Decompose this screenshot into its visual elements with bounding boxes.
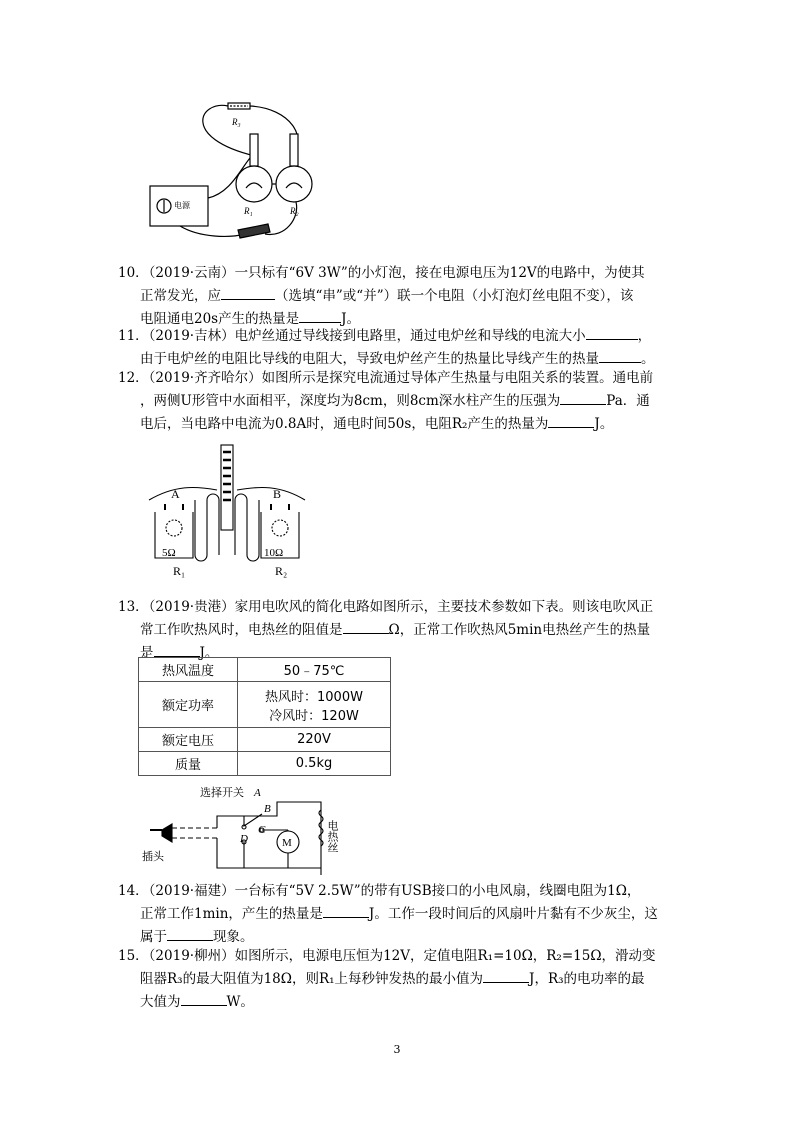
power-label: 电源 xyxy=(174,201,190,210)
q15-line1: 15．（2019·柳州）如图所示，电源电压恒为12V，定值电阻R₁=10Ω，R₂=15Ω，滑动变 xyxy=(118,948,656,964)
q11-line2a: 由于电炉丝的电阻比导线的电阻大，导致电炉丝产生的热量比导线产生的热量 xyxy=(140,351,599,367)
q13-line1: 13．（2019·贵港）家用电吹风的简化电路如图所示，主要技术参数如下表。则该电吹风正 xyxy=(118,599,654,615)
question-11 xyxy=(118,325,678,371)
switch-label: 选择开关 xyxy=(200,787,244,799)
motor-label: M xyxy=(282,837,292,849)
question-10 xyxy=(118,262,678,331)
switch-c: C xyxy=(258,824,266,836)
q12-blank-2[interactable] xyxy=(548,413,594,428)
spec-key: 热风温度 xyxy=(139,658,238,682)
q12-line2a: ，两侧U形管中水面相平，深度均为8cm，则8cm深水柱产生的压强为 xyxy=(140,393,561,409)
r2-label-2: R₂ xyxy=(275,564,288,578)
q12-line3b: J。 xyxy=(594,416,614,432)
q10-line2a: 正常发光，应 xyxy=(140,288,221,304)
switch-a: A xyxy=(254,787,261,799)
question-13 xyxy=(118,596,678,665)
question-15 xyxy=(118,945,678,1014)
q15-line3b: W。 xyxy=(226,994,254,1010)
label-b: B xyxy=(273,487,282,501)
q10-blank-2[interactable] xyxy=(299,308,341,323)
spec-key: 额定电压 xyxy=(139,728,238,752)
spec-table xyxy=(138,657,391,776)
spec-key: 额定功率 xyxy=(139,682,238,728)
q12-blank-1[interactable] xyxy=(560,390,606,405)
q10-line1: 10．（2019·云南）一只标有“6V 3W”的小灯泡，接在电源电压为12V的电路中，为使其 xyxy=(118,265,645,281)
q11-line1a: 11．（2019·吉林）电炉丝通过导线接到电路里，通过电炉丝和导线的电流大小 xyxy=(118,328,586,344)
q14-line2a: 正常工作1min，产生的热量是 xyxy=(140,906,323,922)
page-number: 3 xyxy=(393,1043,401,1056)
q15-blank-1[interactable] xyxy=(483,968,529,983)
q14-blank-1[interactable] xyxy=(323,903,369,918)
q12-line1: 12．（2019·齐齐哈尔）如图所示是探究电流通过导体产生热量与电阻关系的装置。通电前 xyxy=(118,370,654,386)
q14-blank-2[interactable] xyxy=(167,926,213,941)
r1-label: R₁ xyxy=(244,206,253,216)
q12-line3a: 电后，当电路中电流为0.8A时，通电时间50s，电阻R₂产生的热量为 xyxy=(140,416,549,432)
heater-label: 电热丝 xyxy=(326,820,338,853)
spec-value: 0.5kg xyxy=(238,752,391,776)
q11-line1b: ， xyxy=(637,328,652,344)
spec-value-hot: 热风时：1000W xyxy=(265,689,363,705)
q10-line3a: 电阻通电20s产生的热量是 xyxy=(140,311,300,327)
q14-line3b: 现象。 xyxy=(213,929,254,945)
q14-line1: 14．（2019·福建）一台标有“5V 2.5W”的带有USB接口的小电风扇，线圈电阻为1Ω， xyxy=(118,883,641,899)
q15-line2b: J，R₃的电功率的最 xyxy=(529,971,645,987)
q11-blank-1[interactable] xyxy=(586,325,638,340)
q12-line2b: Pa．通 xyxy=(606,393,650,409)
q13-line3b: J。 xyxy=(199,645,219,661)
spec-value-cold: 冷风时：120W xyxy=(269,708,359,724)
label-a: A xyxy=(171,487,180,501)
question-14 xyxy=(118,880,678,949)
spec-key: 质量 xyxy=(139,752,238,776)
q13-line2a: 常工作吹热风时，电热丝的阻值是 xyxy=(140,622,343,638)
q13-blank-2[interactable] xyxy=(154,642,200,657)
spec-value: 220V xyxy=(238,728,391,752)
r1-label-2: R₁ xyxy=(173,564,186,578)
q15-blank-2[interactable] xyxy=(181,991,227,1006)
plug-label: 插头 xyxy=(142,851,164,863)
figure-hair-dryer-circuit xyxy=(140,780,360,875)
q14-line2b: J。工作一段时间后的风扇叶片黏有不少灰尘，这 xyxy=(368,906,658,922)
q15-line2a: 阻器R₃的最大阻值为18Ω，则R₁上每秒钟发热的最小值为 xyxy=(140,971,484,987)
figure-heating-circuit xyxy=(140,98,320,248)
r2-value: 10Ω xyxy=(264,547,284,559)
q11-line2b: 。 xyxy=(641,351,655,367)
q13-blank-1[interactable] xyxy=(343,619,389,634)
q11-blank-2[interactable] xyxy=(599,348,641,363)
q13-line2b: Ω，正常工作吹热风5min电热丝产生的热量 xyxy=(388,622,651,638)
r1-value: 5Ω xyxy=(162,547,176,559)
spec-value: 50﹣75℃ xyxy=(238,658,391,682)
q13-line3a: 是 xyxy=(140,645,154,661)
q10-line3b: J。 xyxy=(341,311,361,327)
switch-d: D xyxy=(240,833,248,845)
q15-line3a: 大值为 xyxy=(140,994,181,1010)
r2-label: R₂ xyxy=(290,206,299,216)
r3-label: R₃ xyxy=(232,117,241,127)
question-12 xyxy=(118,367,678,436)
q10-blank-1[interactable] xyxy=(221,285,275,300)
q10-line2b: （选填“串”或“并”）联一个电阻（小灯泡灯丝电阻不变），该 xyxy=(275,288,634,304)
figure-u-tube-apparatus xyxy=(145,440,310,580)
spec-value-multi xyxy=(238,682,391,728)
q14-line3a: 属于 xyxy=(140,929,167,945)
switch-b: B xyxy=(264,803,271,815)
